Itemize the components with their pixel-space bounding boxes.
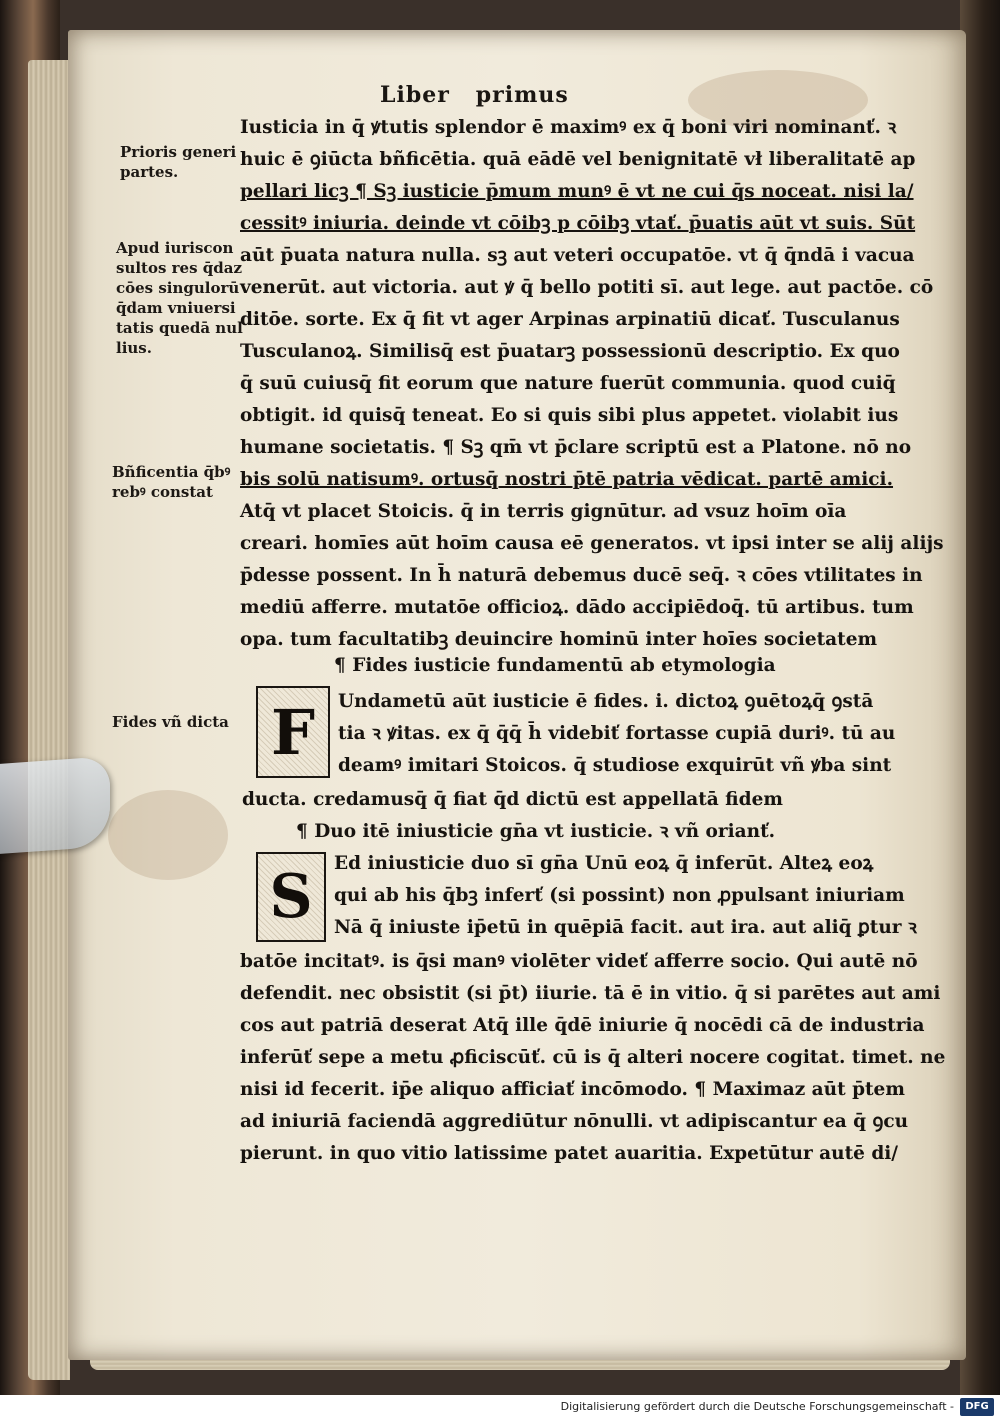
- text-line: Iusticia in q̄ ꝟtutis splendor ē maximꝰ ex q̄ boni viri nominanť. ꝛ: [240, 117, 897, 138]
- text-line-after-f: [242, 784, 862, 816]
- text-line: creari. homīes aūt hoīm causa eē generatos. vt ipsi inter se alij alijs: [240, 533, 944, 554]
- margin-note-beneficentia: Bñficentia q̄bꝰ rebꝰ constat: [112, 463, 231, 501]
- page-holder-clip: [0, 756, 110, 854]
- margin-note-prioris: Prioris generi partes.: [120, 143, 237, 181]
- text-line: Nā q̄ iniuste ip̄etū in quēpiā facit. aut ira. aut aliq̄ ꝑtur ꝛ: [334, 917, 917, 938]
- section-heading-iniusticia: ¶ Duo itē iniusticie gn̄a vt iusticie. ꝛ vñ orianť.: [296, 821, 776, 842]
- text-line: opa. tum facultatibꝫ deuincire hominū inter hoīes societatem: [240, 629, 878, 650]
- margin-note-fides: Fides vñ dicta: [112, 713, 229, 731]
- text-block-f: [338, 686, 896, 782]
- page-edges-left: [28, 60, 70, 1380]
- text-line: Ed iniusticie duo sī gn̄a Unū eoꝝ q̄ inferūt. Alteꝝ eoꝝ: [334, 853, 874, 874]
- footer-credit: Digitalisierung gefördert durch die Deutsche Forschungsgemeinschaft -: [560, 1400, 954, 1413]
- text-block-s: [334, 848, 917, 944]
- text-line: bis solū natisumꝰ. ortusq̄ nostri p̄tē patria vēdicat. partē amici.: [240, 469, 894, 490]
- text-line: ad iniuriā faciendā aggrediūtur nōnulli. vt adipiscantur ea q̄ ꝯcu: [240, 1111, 909, 1132]
- text-line: huic ē ꝯiūcta bñficētia. quā eādē vel benignitatē vł liberalitatē ap: [240, 149, 916, 170]
- text-line: q̄ suū cuiusq̄ fit eorum que nature fuerūt communia. quod cuiq̄: [240, 373, 896, 394]
- text-line: Undametū aūt iusticie ē fides. i. dictoꝝ ꝯuētoꝝq̄ ꝯstā: [338, 691, 874, 712]
- running-header: [380, 82, 580, 108]
- text-line: inferūť sepe a metu ꝓficiscūť. cū is q̄ alteri nocere cogitat. timet. ne: [240, 1047, 946, 1068]
- initial-letter-s-glyph: S: [258, 854, 324, 940]
- text-line: defendit. nec obsistit (si p̄t) iiurie. tā ē in vitio. q̄ si parētes aut ami: [240, 983, 941, 1004]
- text-line: obtigit. id quisq̄ teneat. Eo si quis sibi plus appetet. violabit ius: [240, 405, 899, 426]
- initial-letter-f: [256, 686, 330, 778]
- text-line: pierunt. in quo vitio latissime patet auaritia. Expetūtur autē di/: [240, 1143, 899, 1164]
- text-line: qui ab his q̄bꝫ inferť (si possint) non ꝓpulsant iniuriam: [334, 885, 905, 906]
- text-line: humane societatis. ¶ Sꝫ qm̄ vt p̄clare scriptū est a Platone. nō no: [240, 437, 912, 458]
- text-line: venerūt. aut victoria. aut ꝟ q̄ bello potiti sī. aut lege. aut pactōe. cō: [240, 277, 934, 298]
- text-line: cos aut patriā deserat Atq̄ ille q̄dē iniurie q̄ nocēdi cā de industria: [240, 1015, 925, 1036]
- text-line: deamꝰ imitari Stoicos. q̄ studiose exquirūt vñ ꝟba sint: [338, 755, 892, 776]
- main-text-block-2: [240, 946, 946, 1170]
- foxing-stain: [108, 790, 228, 880]
- text-line: Atq̄ vt placet Stoicis. q̄ in terris gignūtur. ad vsuz hoīm oīa: [240, 501, 847, 522]
- margin-note-apud: Apud iuriscon sultos res q̄daz cōes singulorū q̄dam vniuersi tatis quedā nul lius.: [116, 239, 243, 357]
- header-primus: primus: [475, 82, 569, 108]
- section-heading-fides: ¶ Fides iusticie fundamentū ab etymologia: [334, 655, 776, 676]
- text-line: p̄desse possent. In h̄ naturā debemus ducē seq̄. ꝛ cōes vtilitates in: [240, 565, 923, 586]
- text-line: batōe incitatꝰ. is q̄si manꝰ violēter videť afferre socio. Qui autē nō: [240, 951, 918, 972]
- text-line: ducta. credamusq̄ q̄ fiat q̄d dictū est appellatā fidem: [242, 789, 783, 810]
- text-line: mediū afferre. mutatōe officioꝝ. dādo accipiēdoq̄. tū artibus. tum: [240, 597, 914, 618]
- text-line: Tusculanoꝝ. Similisq̄ est p̄uatarꝫ possessionū descriptio. Ex quo: [240, 341, 900, 362]
- header-liber: Liber: [380, 82, 450, 108]
- main-text-block-1: [240, 112, 944, 656]
- book-binding-right: [960, 0, 1000, 1395]
- initial-letter-s: [256, 852, 326, 942]
- initial-letter-f-glyph: F: [258, 688, 328, 776]
- text-line: tia ꝛ ꝟitas. ex q̄ q̄q̄ h̄ videbiť fortasse cupiā duriꝰ. tū au: [338, 723, 896, 744]
- text-line: pellari licꝫ ¶ Sꝫ iusticie p̄mum munꝰ ē vt ne cui q̄s noceat. nisi la/: [240, 181, 914, 202]
- text-line: aūt p̄uata natura nulla. sꝫ aut veteri occupatōe. vt q̄ q̄ndā i vacua: [240, 245, 915, 266]
- dfg-logo: DFG: [960, 1398, 994, 1416]
- text-line: nisi id fecerit. ip̄e aliquo afficiať incōmodo. ¶ Maximaz aūt p̄tem: [240, 1079, 905, 1100]
- text-line: ditōe. sorte. Ex q̄ fit vt ager Arpinas arpinatiū dicať. Tusculanus: [240, 309, 900, 330]
- text-line: cessitꝰ iniuria. deinde vt cōibꝫ p cōibꝫ vtať. p̄uatis aūt vt suis. Sūt: [240, 213, 916, 234]
